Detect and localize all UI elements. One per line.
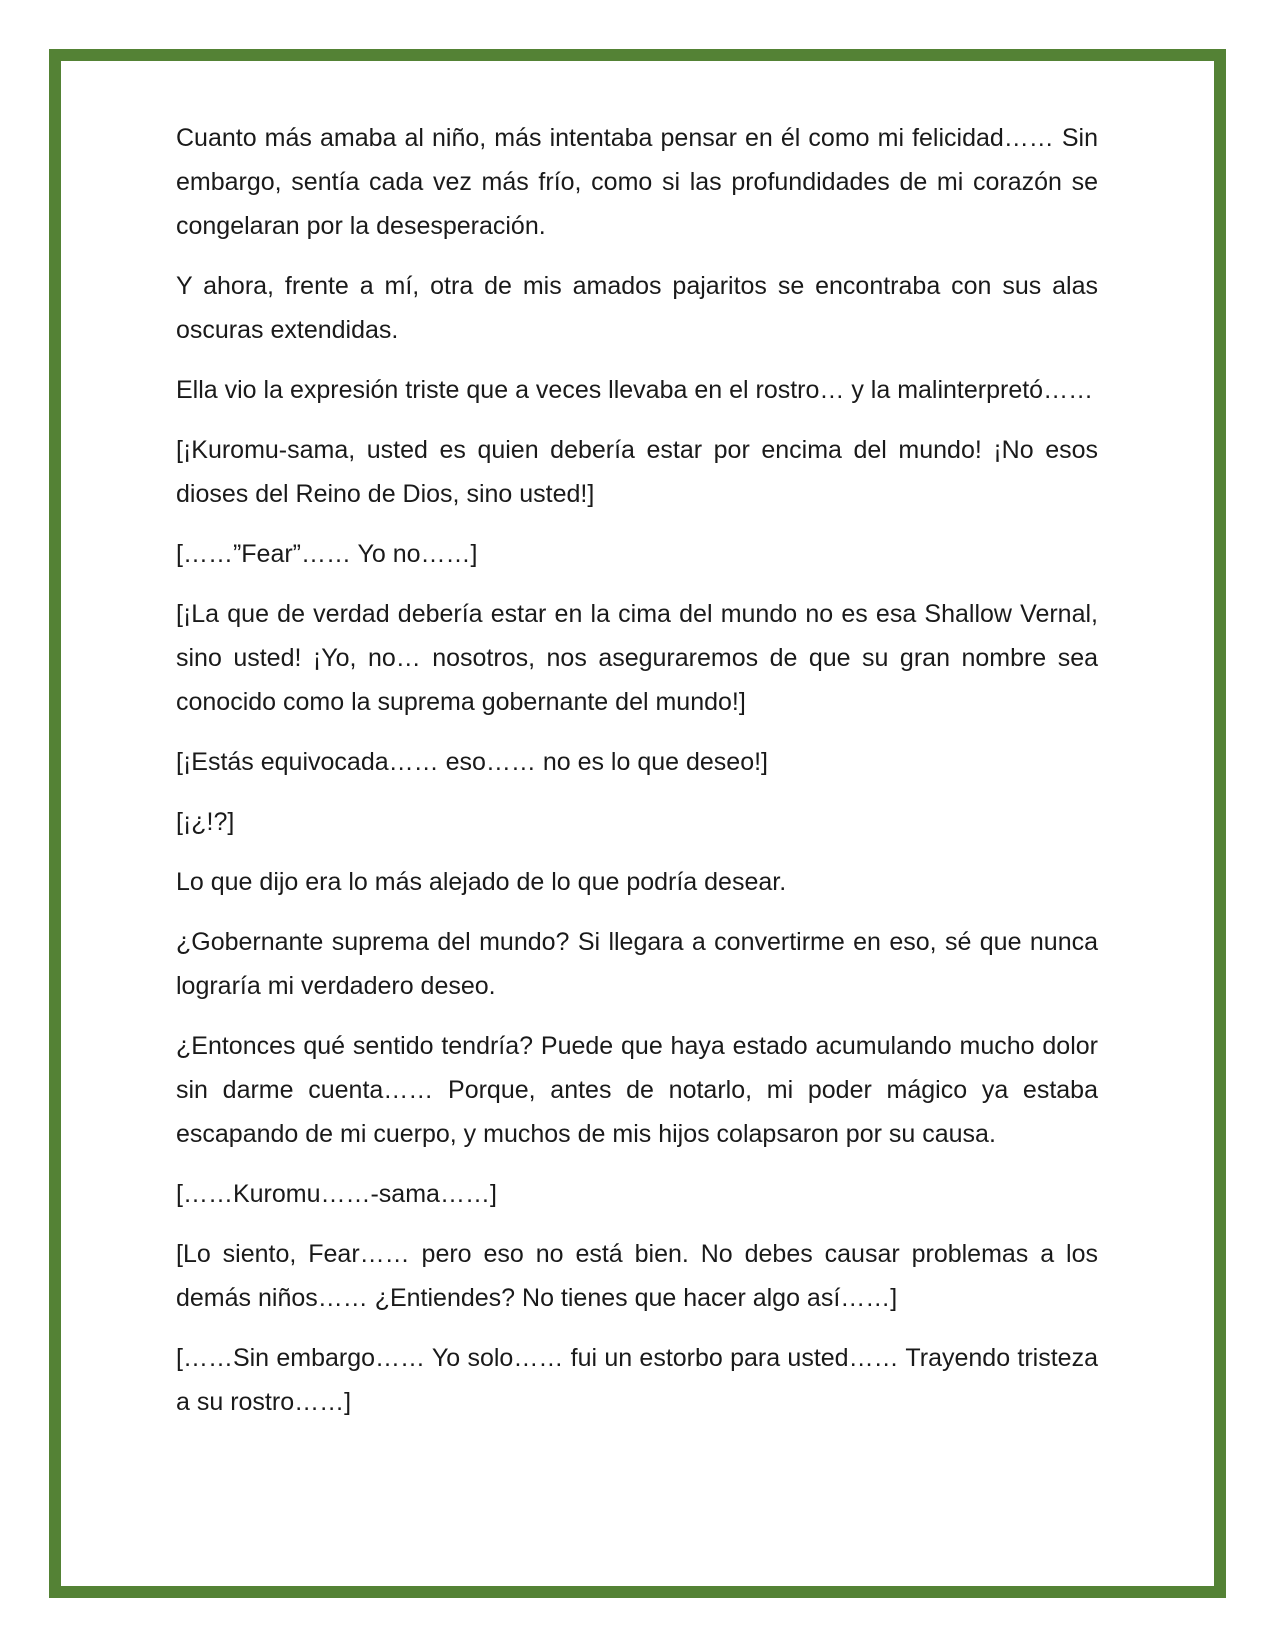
dialogue-line: [¡La que de verdad debería estar en la cima del mundo no es esa Shallow Vernal, sino usted! ¡Yo, no… nosotros, nos aseguraremos de que su gran nombre sea conocido como la suprema gobernante del mundo!] <box>176 600 1098 716</box>
dialogue-line: [¡Estás equivocada…… eso…… no es lo que deseo!] <box>176 748 768 776</box>
paragraph: ¿Entonces qué sentido tendría? Puede que haya estado acumulando mucho dolor sin darme cuenta…… Porque, antes de notarlo, mi poder mágico ya estaba escapando de mi cuerpo, y muchos de mis hijos colapsaron por su causa. <box>176 1032 1098 1148</box>
paragraph: Ella vio la expresión triste que a veces llevaba en el rostro… y la malinterpretó…… <box>176 376 1094 404</box>
paragraph: Lo que dijo era lo más alejado de lo que podría desear. <box>176 868 787 896</box>
dialogue-line: [……Kuromu……-sama……] <box>176 1180 497 1208</box>
dialogue-line: [¡¿!?] <box>176 808 235 836</box>
paragraph: Cuanto más amaba al niño, más intentaba pensar en él como mi felicidad…… Sin embargo, sentía cada vez más frío, como si las profundidades de mi corazón se congelaran por la desesperación. <box>176 124 1098 240</box>
paragraph: Y ahora, frente a mí, otra de mis amados pajaritos se encontraba con sus alas oscuras extendidas. <box>176 272 1098 344</box>
document-body <box>176 116 1098 1440</box>
dialogue-line: [……Sin embargo…… Yo solo…… fui un estorbo para usted…… Trayendo tristeza a su rostro……] <box>176 1344 1098 1416</box>
paragraph: ¿Gobernante suprema del mundo? Si llegara a convertirme en eso, sé que nunca lograría mi verdadero deseo. <box>176 928 1098 1000</box>
dialogue-line: [……”Fear”…… Yo no……] <box>176 540 478 568</box>
dialogue-line: [¡Kuromu-sama, usted es quien debería estar por encima del mundo! ¡No esos dioses del Reino de Dios, sino usted!] <box>176 436 1098 508</box>
dialogue-line: [Lo siento, Fear…… pero eso no está bien. No debes causar problemas a los demás niños…… ¿Entiendes? No tienes que hacer algo así……] <box>176 1240 1098 1312</box>
